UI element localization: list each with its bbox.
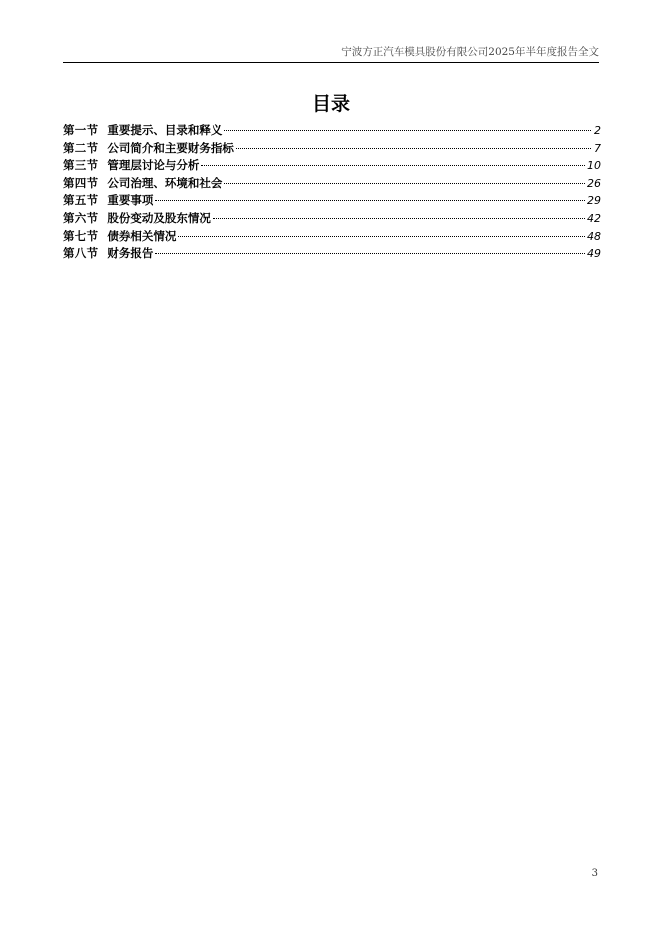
toc-section-number: 第七节 xyxy=(63,228,99,243)
toc-section-title: 债券相关情况 xyxy=(107,228,177,243)
toc-page-number: 49 xyxy=(587,247,601,261)
toc-entry[interactable] xyxy=(63,245,601,263)
toc-dot-leader xyxy=(224,130,591,131)
toc-section-title: 股份变动及股东情况 xyxy=(107,210,211,225)
toc-section-number: 第一节 xyxy=(63,123,99,137)
toc-page-number: 26 xyxy=(587,176,601,190)
table-of-contents xyxy=(63,122,601,263)
toc-dot-leader xyxy=(224,183,585,184)
toc-section-title: 公司治理、环境和社会 xyxy=(107,175,223,190)
toc-page-number: 7 xyxy=(594,141,601,155)
toc-dot-leader xyxy=(213,218,585,219)
toc-section-title: 重要提示、目录和释义 xyxy=(107,123,223,137)
toc-dot-leader xyxy=(155,200,585,201)
header-text: 宁波方正汽车模具股份有限公司2025年半年度报告全文 xyxy=(341,46,599,58)
toc-page-number: 42 xyxy=(587,211,601,225)
toc-section-title: 财务报告 xyxy=(107,246,154,261)
toc-section-title: 公司简介和主要财务指标 xyxy=(107,140,234,155)
toc-section-title: 重要事项 xyxy=(107,193,154,208)
toc-dot-leader xyxy=(155,253,585,254)
toc-entry[interactable] xyxy=(63,140,601,158)
toc-title: 目录 xyxy=(311,93,350,115)
toc-section-number: 第八节 xyxy=(63,246,99,261)
toc-entry[interactable] xyxy=(63,175,601,193)
toc-page-number: 2 xyxy=(594,124,601,137)
toc-entry[interactable] xyxy=(63,157,601,175)
toc-page-number: 29 xyxy=(587,194,601,208)
toc-page-number: 48 xyxy=(587,229,601,243)
toc-section-number: 第四节 xyxy=(63,175,99,190)
toc-entry[interactable] xyxy=(63,192,601,210)
toc-dot-leader xyxy=(178,236,585,237)
page-header xyxy=(63,45,599,63)
toc-section-number: 第六节 xyxy=(63,210,99,225)
toc-dot-leader xyxy=(201,165,585,166)
toc-page-number: 10 xyxy=(587,159,601,173)
toc-entry[interactable] xyxy=(63,228,601,246)
toc-section-number: 第五节 xyxy=(63,193,99,208)
toc-dot-leader xyxy=(236,148,591,149)
toc-section-number: 第三节 xyxy=(63,158,99,173)
page-number: 3 xyxy=(591,868,598,879)
toc-section-title: 管理层讨论与分析 xyxy=(107,158,200,173)
toc-entry[interactable] xyxy=(63,210,601,228)
toc-section-number: 第二节 xyxy=(63,140,99,155)
toc-entry[interactable] xyxy=(63,122,601,140)
